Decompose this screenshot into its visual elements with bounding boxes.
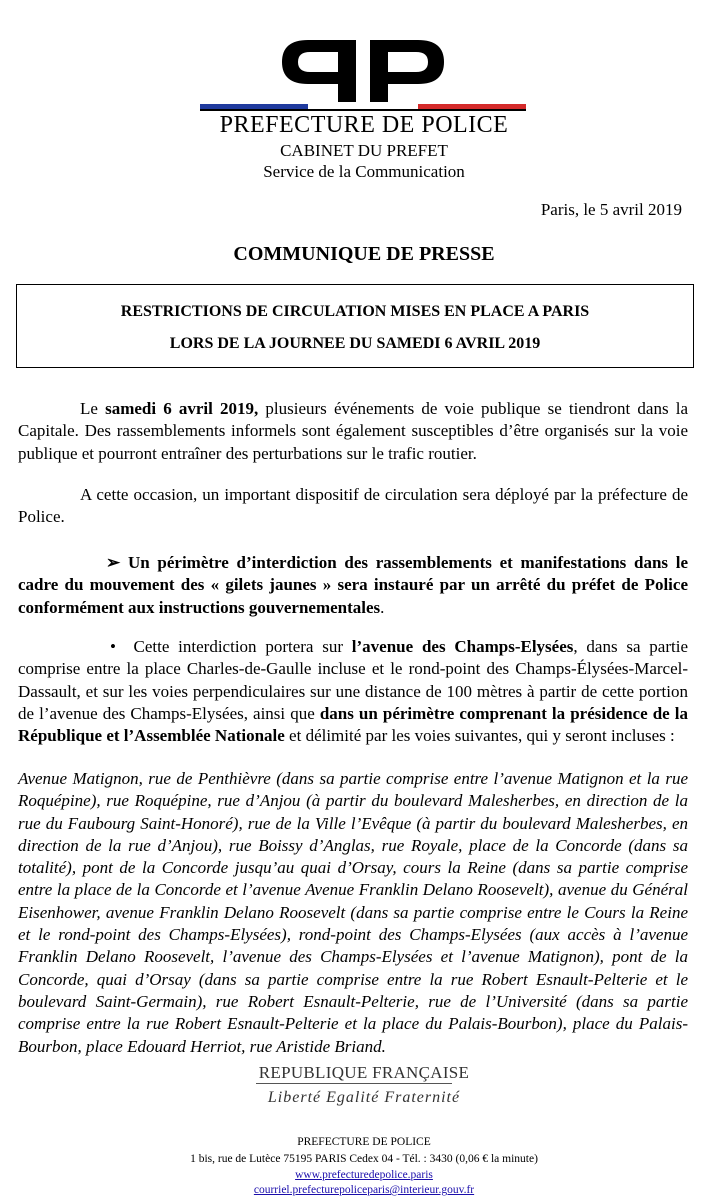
- footer-website-link[interactable]: www.prefecturedepolice.paris: [295, 1169, 433, 1181]
- headline-box: [16, 284, 694, 368]
- p4-text-2: , dans sa partie comprise entre la place Charles-de-Gaulle incluse et le rond-point des Champs-Élysées-Marcel-Dassault, et sur les voies perpendiculaires sur une distance de 100 mètres à partir de cette portion de l’avenue des Champs-Elysées, ainsi que: [18, 637, 688, 723]
- logo-underline: [200, 109, 526, 111]
- paragraph-interdiction: [18, 636, 688, 747]
- flag-white-band: [308, 104, 418, 109]
- flag-blue-band: [200, 104, 308, 109]
- logo-right-p: [370, 40, 444, 102]
- p4-bold-1: l’avenue des Champs-Elysées: [351, 637, 574, 656]
- headline-line-1: RESTRICTIONS DE CIRCULATION MISES EN PLACE A PARIS: [120, 303, 590, 320]
- p4-bold-2: dans un périmètre comprenant la présidence de la République et l’Assemblée Nationale: [18, 703, 688, 746]
- p1-lead: Le: [80, 399, 106, 418]
- headline-line-2: LORS DE LA JOURNEE DU SAMEDI 6 AVRIL 2019: [169, 335, 541, 352]
- footer-email-link[interactable]: courriel.prefecturepoliceparis@interieur.gouv.fr: [253, 1184, 475, 1196]
- bullet-icon: •: [110, 637, 116, 656]
- cabinet-name: CABINET DU PREFET: [280, 141, 448, 160]
- page-title: COMMUNIQUE DE PRESSE: [233, 243, 495, 265]
- footer-divider: [256, 1083, 452, 1084]
- paragraph-dispositif: [18, 484, 688, 529]
- paragraph-street-list: Avenue Matignon, rue de Penthièvre (dans sa partie comprise entre l’avenue Matignon et la rue Roquépine), rue Roquépine, rue d’Anjou (à partir du boulevard Malesherbes, en direction de la rue du Faubourg Saint-Honoré), rue de la Ville l’Evêque (à partir du boulevard Malesherbes, en direction de la rue d’Anjou), rue Boissy d’Anglas, rue Royale, place de la Concorde (dans sa totalité), pont de la Concorde jusqu’au quai d’Orsay, cours la Reine (dans sa partie comprise entre la place de la Concorde et l’avenue Avenue Franklin Delano Roosevelt), avenue du Général Eisenhower, avenue Franklin Delano Roosevelt (dans sa partie comprise entre le Cours la Reine et le rond-point des Champs-Elysées), rond-point des Champs-Elysées (aux accès à l’avenue Franklin Delano Roosevelt, l’avenue des Champs-Elysées et l’avenue Matignon), pont de la Concorde, quai d’Orsay (dans sa partie comprise entre la rue Robert Esnault-Pelterie et le boulevard Saint-Germain), rue Robert Esnault-Pelterie, rue de l’Université (dans sa partie comprise entre la rue Robert Esnault-Pelterie et la place du Palais-Bourbon), place du Palais-Bourbon, place Edouard Herriot, rue Aristide Briand.: [18, 769, 688, 1056]
- p4-text-3: et délimité par les voies suivantes, qui y seront incluses :: [284, 726, 675, 746]
- p1-rest: plusieurs événements de voie publique se tiendront dans la Capitale. Des rassemblements informels sont également susceptibles d’être organisés sur la voie publique et pourront entraîner des perturbations sur le trafic routier.: [18, 399, 688, 463]
- arrow-bullet-icon: ➢: [106, 553, 121, 572]
- paragraph-intro: [18, 398, 688, 465]
- p1-date: samedi 6 avril 2019,: [105, 399, 259, 418]
- footer-org: PREFECTURE DE POLICE: [297, 1136, 431, 1148]
- p2-text: A cette occasion, un important dispositif de circulation sera déployé par la préfecture de Police.: [18, 485, 688, 527]
- p3-bold: Un périmètre d’interdiction des rassemblements et manifestations dans le cadre du mouvement des « gilets jaunes » sera instauré par un arrêté du préfet de Police conformément aux instructions gouvernementales: [18, 553, 689, 617]
- republic-motto: Liberté Egalité Fraternité: [267, 1089, 461, 1106]
- p4-text-1: Cette interdiction portera sur: [133, 637, 352, 656]
- flag-red-band: [418, 104, 526, 109]
- logo-left-p: [282, 40, 356, 102]
- p3-end: .: [380, 597, 385, 617]
- organization-name: PREFECTURE DE POLICE: [219, 112, 509, 138]
- republic-name: REPUBLIQUE FRANÇAISE: [258, 1063, 470, 1082]
- paragraph-perimeter: [18, 552, 688, 619]
- document-date: Paris, le 5 avril 2019: [540, 200, 682, 219]
- footer-address: 1 bis, rue de Lutèce 75195 PARIS Cedex 04 - Tél. : 3430 (0,06 € la minute): [190, 1153, 538, 1165]
- service-name: Service de la Communication: [263, 162, 465, 181]
